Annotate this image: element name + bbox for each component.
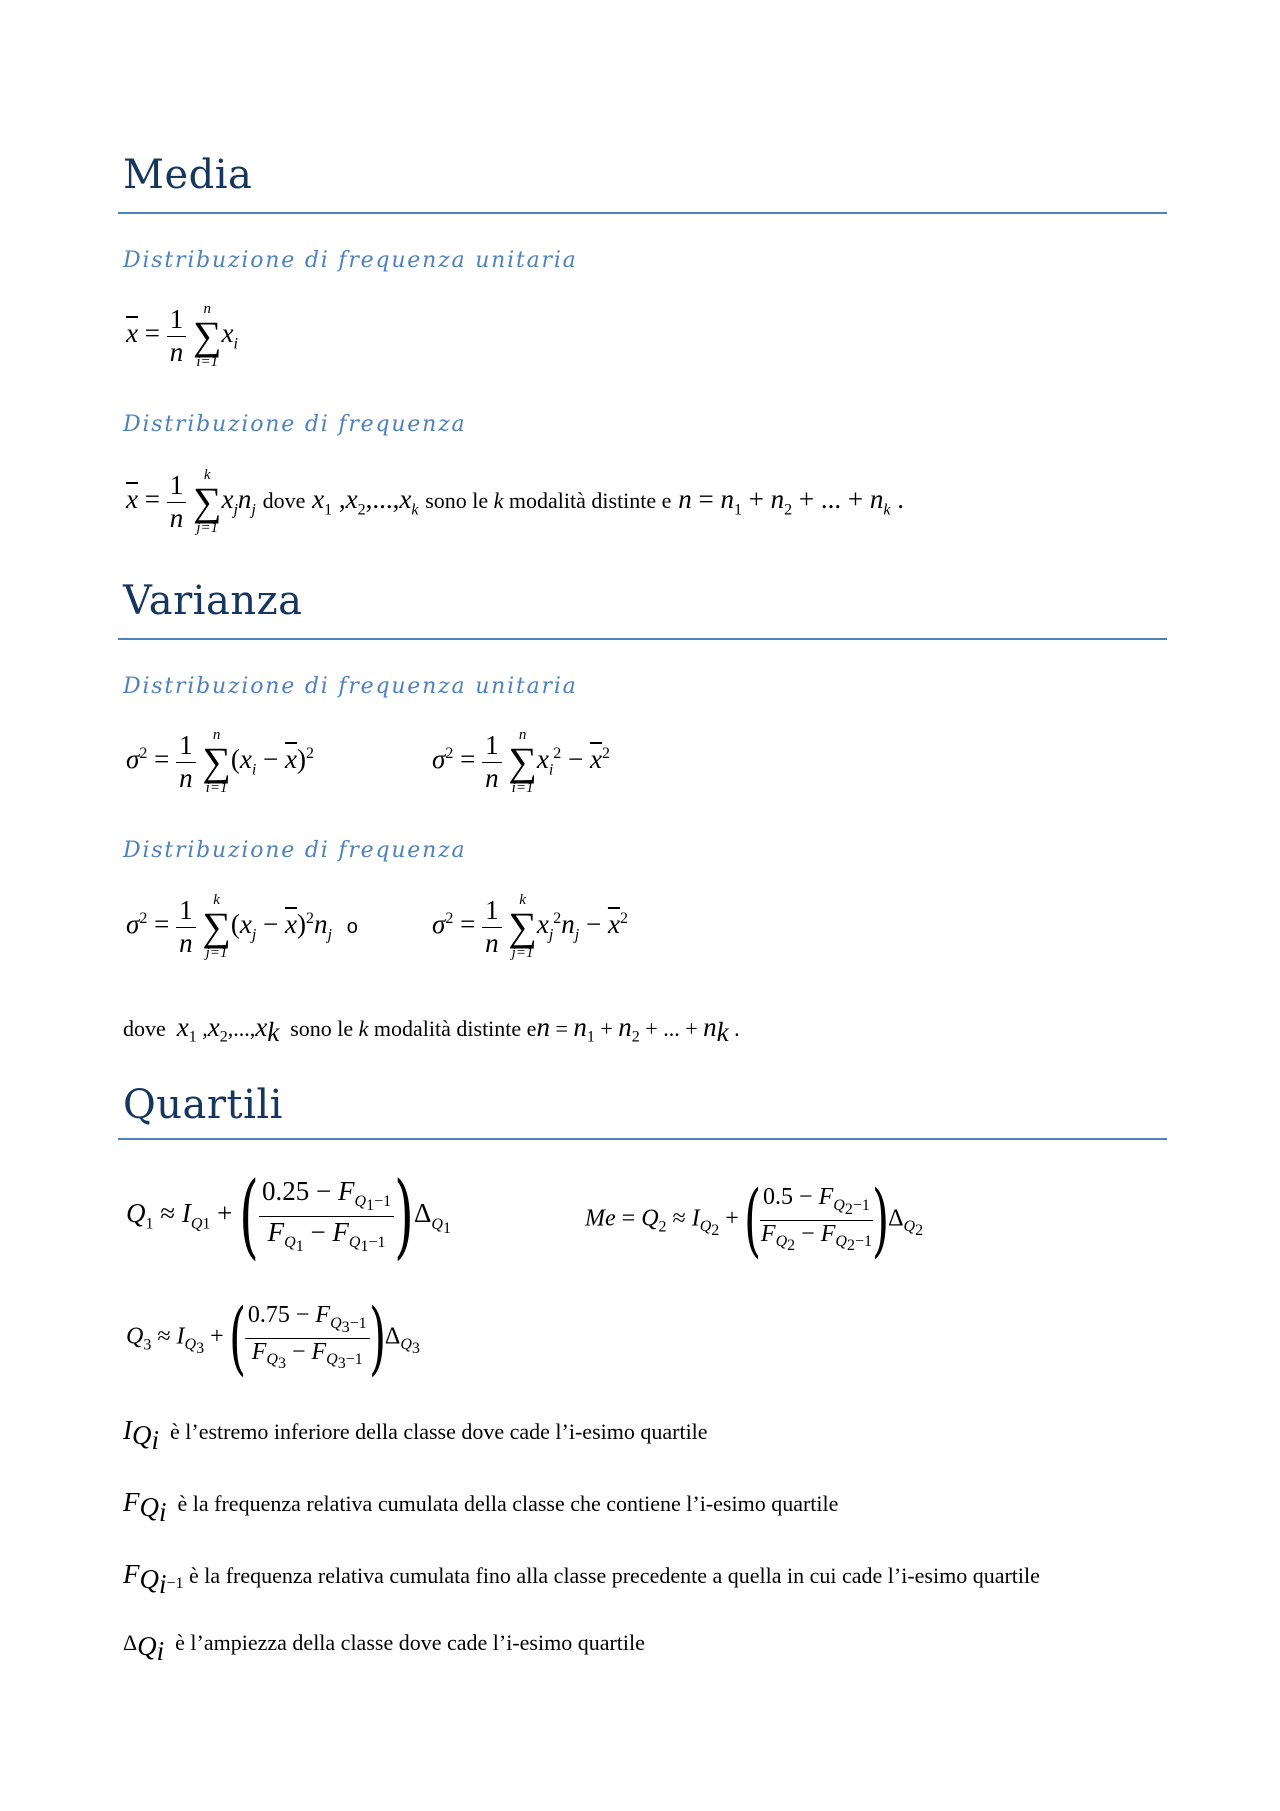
formula-median-q2: $Me = Q_2 \approx I_{Q_2}$ + ( $\frac{0.5 - F_{Q_2-1}}{F_{Q_2} - F_{Q_2-1}}$ )$\Delta_{Q_2}$ <box>585 1173 924 1266</box>
heading-quartili: Quartili <box>123 1082 283 1128</box>
formula-variance-unitary-1: $\sigma^2$ = $\frac{1}{n}$ n ∑ i=1 $(x_i - \overline{x})^2$ <box>126 727 314 796</box>
subheading-varianza-unitaria: Distribuzione di frequenza unitaria <box>123 674 578 699</box>
text-sono-le: sono le <box>425 488 489 514</box>
heading-rule <box>118 212 1167 214</box>
definition-Delta: $\Delta_{Q_i}$ è l’ampiezza della classe dove cade l’i-esimo quartile <box>123 1630 645 1666</box>
subheading-media-frequenza: Distribuzione di frequenza <box>123 412 467 437</box>
subheading-media-unitaria: Distribuzione di frequenza unitaria <box>123 248 578 273</box>
formula-variance-frequency-1: $\sigma^2$ = $\frac{1}{n}$ k ∑ j=1 $(x_j - \overline{x})^2n_j$ o <box>126 892 358 961</box>
definition-I-text: è l’estremo inferiore della classe dove cade l’i-esimo quartile <box>170 1419 708 1444</box>
text-dove: dove <box>262 488 306 514</box>
heading-rule <box>118 638 1167 640</box>
definition-F-text: è la frequenza relativa cumulata della classe che contiene l’i-esimo quartile <box>177 1491 839 1516</box>
subheading-varianza-frequenza: Distribuzione di frequenza <box>123 838 467 863</box>
definition-I: $I_{Q_i}$ è l’estremo inferiore della classe dove cade l’i-esimo quartile <box>123 1415 708 1455</box>
text-or: o <box>346 916 358 939</box>
formula-variance-unitary-2: $\sigma^2$ = $\frac{1}{n}$ n ∑ i=1 $x_i^2 - \overline{x}^2$ <box>432 727 610 796</box>
formula-mean-frequency: $\overline{x}$ = $\frac{1}{n}$ k ∑ j=1 $x_jn_j$ dove $x_1$ $,x_2,...,x_k$ sono le k modalità distinte e $n = n_1 + n_2$ + ... + $n_k$ . <box>126 467 904 536</box>
definition-F: $F_{Q_i}$ è la frequenza relativa cumulata della classe che contiene l’i-esimo quartile <box>123 1487 839 1527</box>
text-k: k <box>493 488 504 514</box>
text-sono-le: sono le <box>290 1016 354 1041</box>
text-k: k <box>358 1016 369 1041</box>
definition-F-minus-1-text: è la frequenza relativa cumulata fino alla classe precedente a quella in cui cade l’i-esimo quartile <box>189 1563 1040 1588</box>
formula-mean-unitary: $\overline{x}$ = $\frac{1}{n}$ n ∑ i=1 $x_i$ <box>126 301 238 370</box>
heading-media: Media <box>123 152 253 198</box>
text-modalita: modalità distinte e <box>373 1016 537 1041</box>
formula-variance-frequency-2: $\sigma^2$ = $\frac{1}{n}$ k ∑ j=1 $x_j^2n_j - \overline{x}^2$ <box>432 892 628 961</box>
text-modalita: modalità distinte e <box>508 488 672 514</box>
formula-q3: $Q_3 \approx I_{Q_3}$ + ( $\frac{0.75 - F_{Q_3-1}}{F_{Q_3} - F_{Q_3-1}}$ )$\Delta_{Q_3}$ <box>126 1291 420 1384</box>
formula-q1: $Q_1 \approx I_{Q1}$ + ( $\frac{0.25 - F_{Q_1-1}}{F_{Q_1} - F_{Q_1-1}}$ )$\Delta_{Q_1}$ <box>126 1162 451 1269</box>
heading-varianza: Varianza <box>123 578 303 624</box>
variance-note: dove $x_1$ $,x_2,...,x_k$ sono le k modalità distinte en = $n_1 + n_2$ + ... + $n_k$ . <box>123 1012 740 1048</box>
definition-F-minus-1: $F_{Q_i-1}$ è la frequenza relativa cumulata fino alla classe precedente a quella in cui cade l’i-esimo quartile <box>123 1559 1040 1599</box>
text-dove: dove <box>123 1016 166 1041</box>
heading-rule <box>118 1138 1167 1140</box>
definition-Delta-text: è l’ampiezza della classe dove cade l’i-esimo quartile <box>175 1630 645 1655</box>
